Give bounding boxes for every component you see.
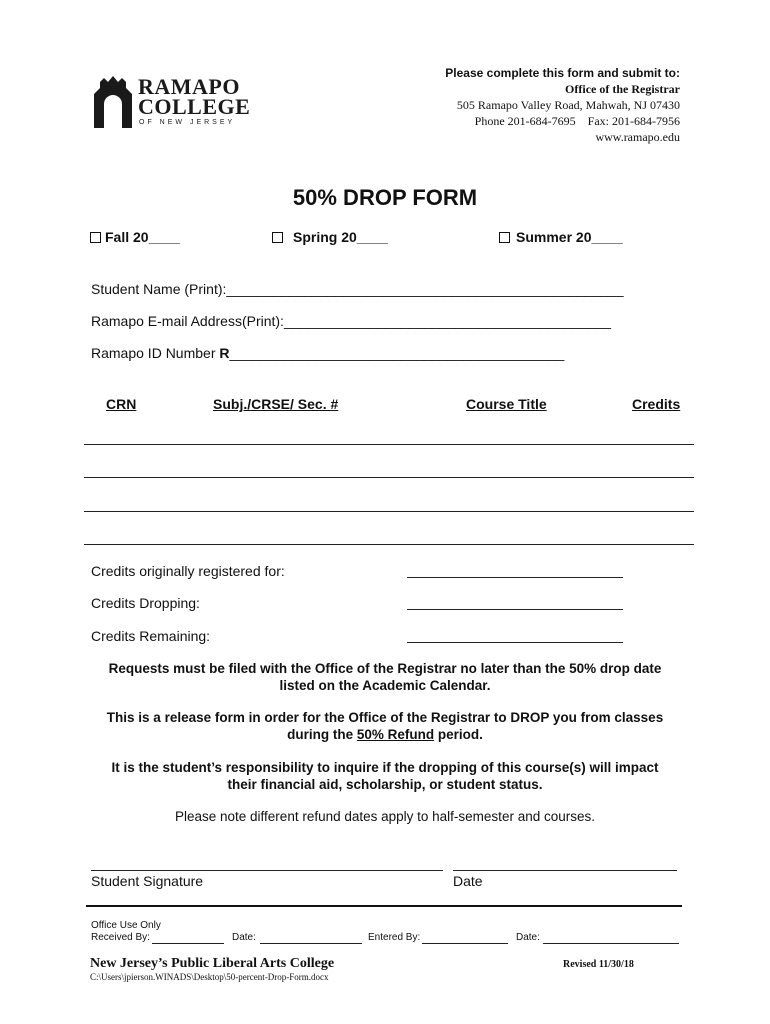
date1-line[interactable] bbox=[260, 943, 362, 944]
term-summer-label: Summer 20____ bbox=[516, 229, 623, 245]
note2-pre: during the bbox=[287, 727, 357, 742]
note1-line2: listed on the Academic Calendar. bbox=[279, 678, 491, 693]
credits-remaining-line[interactable] bbox=[407, 642, 623, 643]
signature-line[interactable] bbox=[91, 870, 443, 871]
term-spring-label: Spring 20____ bbox=[293, 229, 388, 245]
office-name: Office of the Registrar bbox=[565, 82, 680, 96]
logo-line1: RAMAPO bbox=[138, 74, 240, 99]
col-crn: CRN bbox=[106, 396, 137, 412]
office-phone: Phone 201-684-7695 Fax: 201-684-7956 bbox=[474, 114, 680, 128]
note3-line1: It is the student’s responsibility to inquire if the dropping of this course(s) will impact bbox=[111, 760, 659, 775]
filing-deadline-note bbox=[0, 660, 770, 694]
term-spring[interactable] bbox=[272, 229, 388, 245]
credits-original-line[interactable] bbox=[407, 577, 623, 578]
student-name-field[interactable]: Student Name (Print):___________________________________________________ bbox=[91, 281, 624, 297]
term-fall[interactable] bbox=[90, 229, 180, 245]
term-fall-label: Fall 20____ bbox=[105, 229, 180, 245]
date-label: Date bbox=[453, 873, 483, 889]
revised-date: Revised 11/30/18 bbox=[563, 959, 634, 970]
email-field[interactable]: Ramapo E-mail Address(Print):__________________________________________ bbox=[91, 313, 611, 329]
entered-by-line[interactable] bbox=[422, 943, 508, 944]
col-credits: Credits bbox=[632, 396, 681, 412]
entered-by-label: Entered By: bbox=[368, 932, 421, 943]
logo-line2: COLLEGE bbox=[138, 94, 251, 119]
logo-line3: OF NEW JERSEY bbox=[139, 119, 236, 126]
term-summer[interactable] bbox=[499, 229, 623, 245]
col-course-title: Course Title bbox=[466, 396, 547, 412]
received-by-label: Received By: bbox=[91, 932, 150, 943]
id-label: Ramapo ID Number bbox=[91, 345, 220, 361]
received-by-line[interactable] bbox=[152, 943, 224, 944]
college-tagline: New Jersey’s Public Liberal Arts College bbox=[90, 956, 335, 971]
credits-remaining-label: Credits Remaining: bbox=[91, 628, 211, 644]
student-signature-label: Student Signature bbox=[91, 873, 204, 889]
office-use-title: Office Use Only bbox=[91, 920, 161, 931]
note2-line1: This is a release form in order for the Office of the Registrar to DROP you from classes bbox=[106, 710, 664, 725]
date-line[interactable] bbox=[453, 870, 677, 871]
note3-line2: their financial aid, scholarship, or student status. bbox=[227, 777, 543, 792]
col-subject: Subj./CRSE/ Sec. # bbox=[213, 396, 339, 412]
course-row-line[interactable] bbox=[84, 444, 694, 445]
gate-icon bbox=[92, 74, 134, 128]
responsibility-note bbox=[0, 759, 770, 793]
office-address: 505 Ramapo Valley Road, Mahwah, NJ 07430 bbox=[456, 98, 680, 112]
id-prefix: R bbox=[219, 345, 230, 361]
note2-post: period. bbox=[434, 727, 483, 742]
divider bbox=[86, 905, 682, 907]
form-title: 50% DROP FORM bbox=[292, 185, 478, 210]
office-website: www.ramapo.edu bbox=[595, 130, 680, 144]
college-logo bbox=[92, 72, 251, 132]
id-blank: ___________________________________________ bbox=[229, 345, 565, 361]
submit-to-text: Please complete this form and submit to: bbox=[445, 66, 680, 80]
course-row-line[interactable] bbox=[84, 544, 694, 545]
date2-label: Date: bbox=[516, 932, 540, 943]
note1-line1: Requests must be filed with the Office of the Registrar no later than the 50% drop date bbox=[108, 661, 662, 676]
id-number-field[interactable] bbox=[91, 345, 564, 361]
release-note bbox=[0, 709, 770, 743]
file-path: C:\Users\jpierson.WINADS\Desktop\50-percent-Drop-Form.docx bbox=[90, 972, 329, 982]
date2-line[interactable] bbox=[543, 943, 679, 944]
credits-original-label: Credits originally registered for: bbox=[91, 563, 285, 579]
course-row-line[interactable] bbox=[84, 477, 694, 478]
course-row-line[interactable] bbox=[84, 511, 694, 512]
credits-dropping-line[interactable] bbox=[407, 609, 623, 610]
spring-checkbox[interactable] bbox=[272, 232, 283, 243]
date1-label: Date: bbox=[232, 932, 256, 943]
refund-dates-note: Please note different refund dates apply to half-semester and courses. bbox=[174, 809, 595, 824]
registrar-contact bbox=[445, 65, 680, 145]
note2-line2 bbox=[0, 726, 770, 743]
fall-checkbox[interactable] bbox=[90, 232, 101, 243]
summer-checkbox[interactable] bbox=[499, 232, 510, 243]
credits-dropping-label: Credits Dropping: bbox=[91, 595, 200, 611]
note2-underlined: 50% Refund bbox=[356, 727, 435, 742]
